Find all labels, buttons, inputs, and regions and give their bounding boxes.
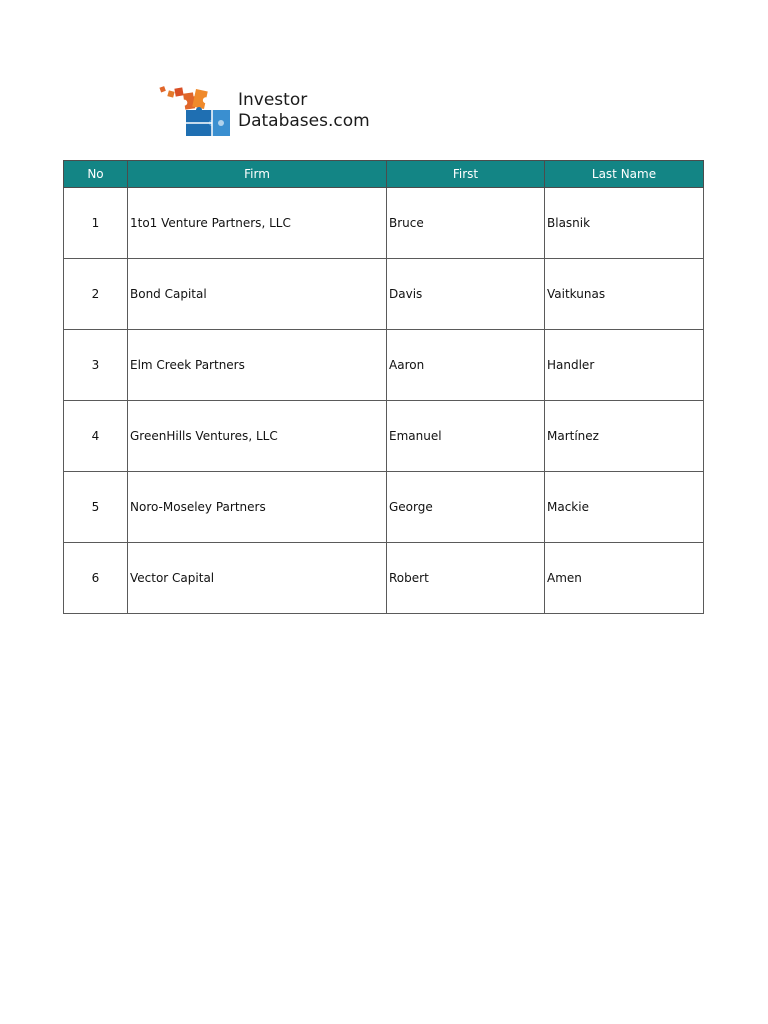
- header-last-name: Last Name: [545, 161, 704, 188]
- table-row: [64, 188, 704, 259]
- cell-first: Emanuel: [387, 401, 545, 472]
- cell-firm: Noro-Moseley Partners: [128, 472, 387, 543]
- header-no: No: [64, 161, 128, 188]
- cell-firm: Vector Capital: [128, 543, 387, 614]
- cell-firm: GreenHills Ventures, LLC: [128, 401, 387, 472]
- cell-last-name: Martínez: [545, 401, 704, 472]
- cell-no: 1: [64, 188, 128, 259]
- puzzle-logo-icon: [158, 84, 238, 140]
- cell-last-name: Handler: [545, 330, 704, 401]
- logo-wordmark: [238, 90, 370, 132]
- logo-line-2: Databases.com: [238, 111, 370, 131]
- cell-firm: 1to1 Venture Partners, LLC: [128, 188, 387, 259]
- cell-last-name: Mackie: [545, 472, 704, 543]
- cell-first: Robert: [387, 543, 545, 614]
- cell-first: Bruce: [387, 188, 545, 259]
- cell-last-name: Amen: [545, 543, 704, 614]
- cell-no: 3: [64, 330, 128, 401]
- cell-no: 4: [64, 401, 128, 472]
- cell-no: 6: [64, 543, 128, 614]
- cell-first: Aaron: [387, 330, 545, 401]
- cell-firm: Elm Creek Partners: [128, 330, 387, 401]
- table-row: [64, 401, 704, 472]
- table-header-row: [64, 161, 704, 188]
- table-row: [64, 330, 704, 401]
- cell-firm: Bond Capital: [128, 259, 387, 330]
- logo-line-1: Investor: [238, 90, 308, 110]
- table-row: [64, 543, 704, 614]
- table-row: [64, 472, 704, 543]
- cell-last-name: Blasnik: [545, 188, 704, 259]
- cell-first: Davis: [387, 259, 545, 330]
- cell-last-name: Vaitkunas: [545, 259, 704, 330]
- header-firm: Firm: [128, 161, 387, 188]
- header-first: First: [387, 161, 545, 188]
- table-row: [64, 259, 704, 330]
- investor-table: [63, 160, 704, 614]
- cell-no: 5: [64, 472, 128, 543]
- investor-databases-logo: [158, 84, 388, 140]
- cell-no: 2: [64, 259, 128, 330]
- cell-first: George: [387, 472, 545, 543]
